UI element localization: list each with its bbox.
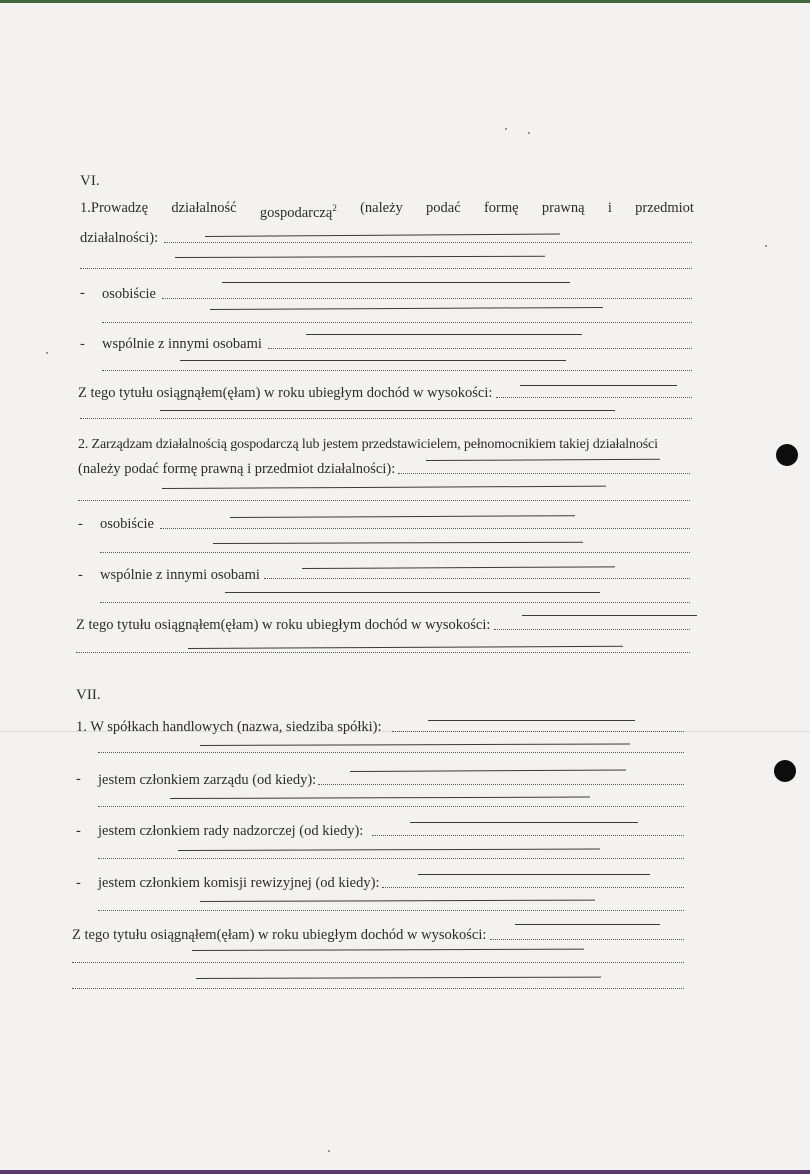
scan-edge-bottom <box>0 1170 810 1174</box>
handwritten-strike <box>225 592 600 593</box>
vi-1-jointly-field-2[interactable] <box>102 370 692 371</box>
scan-speck <box>528 132 530 134</box>
handwritten-strike <box>170 797 590 799</box>
vi-2-personally-label: osobiście <box>100 516 154 532</box>
dash: - <box>80 336 85 352</box>
vii-companies-field[interactable] <box>392 731 684 732</box>
vi-1-jointly-label: wspólnie z innymi osobami <box>102 336 262 352</box>
vi-1-activity-label: działalności): <box>80 230 159 246</box>
vi-1-intro-line <box>80 199 694 222</box>
word: (należy <box>360 200 403 216</box>
handwritten-strike <box>205 234 560 237</box>
scan-speck <box>46 352 48 354</box>
handwritten-strike <box>410 822 638 823</box>
word: gospodarczą$^2$ <box>259 203 337 221</box>
handwritten-strike <box>515 924 660 925</box>
scan-edge-top <box>0 0 810 3</box>
vi-1-jointly-field[interactable] <box>268 348 692 349</box>
punch-hole-icon <box>774 760 796 782</box>
vi-1-activity-field-2[interactable] <box>80 268 692 269</box>
vii-supervisory-field-2[interactable] <box>98 858 684 859</box>
handwritten-strike <box>200 900 595 902</box>
vi-1-personally-field-2[interactable] <box>102 322 692 323</box>
vi-1-personally-field[interactable] <box>162 298 692 299</box>
vii-income-field-3[interactable] <box>72 988 684 989</box>
dash: - <box>76 823 81 839</box>
vii-income-label: Z tego tytułu osiągnąłem(ęłam) w roku ubiegłym dochód w wysokości: <box>72 927 487 943</box>
handwritten-strike <box>175 256 545 258</box>
handwritten-strike <box>418 874 650 875</box>
word: podać <box>426 200 461 216</box>
vii-income-field-2[interactable] <box>72 962 684 963</box>
vi-2-jointly-label: wspólnie z innymi osobami <box>100 567 260 583</box>
handwritten-strike <box>192 949 584 951</box>
handwritten-strike <box>520 385 677 386</box>
handwritten-strike <box>196 977 601 979</box>
dash: - <box>76 771 81 787</box>
word: i <box>607 200 612 216</box>
vi-2-jointly-field[interactable] <box>264 578 690 579</box>
section-vi-heading: VI. <box>80 173 100 189</box>
vii-supervisory-label: jestem członkiem rady nadzorczej (od kiedy): <box>98 823 364 839</box>
vi-1-personally-label: osobiście <box>102 286 156 302</box>
word: przedmiot <box>635 200 694 216</box>
handwritten-strike <box>302 566 615 569</box>
handwritten-strike <box>222 282 570 283</box>
handwritten-strike <box>230 515 575 518</box>
vii-board-field-2[interactable] <box>98 806 684 807</box>
handwritten-strike <box>200 743 630 746</box>
word: działalność <box>171 200 237 216</box>
vii-companies-field-2[interactable] <box>98 752 684 753</box>
vi-2-intro-line: 2. Zarządzam działalnością gospodarczą lub jestem przedstawicielem, pełnomocnikiem takiej działalności <box>78 437 658 452</box>
scan-speck <box>765 245 767 247</box>
scan-speck <box>328 1150 330 1152</box>
vi-1-income-field-2[interactable] <box>80 418 692 419</box>
handwritten-strike <box>522 615 697 616</box>
vi-2-activity-label: (należy podać formę prawną i przedmiot działalności): <box>78 461 396 477</box>
vi-1-income-field[interactable] <box>496 397 692 398</box>
vi-2-income-label: Z tego tytułu osiągnąłem(ęłam) w roku ubiegłym dochód w wysokości: <box>76 617 491 633</box>
word: 1.Prowadzę <box>80 200 149 216</box>
handwritten-strike <box>210 307 603 310</box>
vii-companies-label: 1. W spółkach handlowych (nazwa, siedziba spółki): <box>76 719 382 735</box>
handwritten-strike <box>188 646 623 649</box>
vi-2-activity-field[interactable] <box>398 473 690 474</box>
handwritten-strike <box>350 770 626 772</box>
vii-income-field[interactable] <box>490 939 684 940</box>
handwritten-strike <box>178 849 600 851</box>
vii-audit-label: jestem członkiem komisji rewizyjnej (od kiedy): <box>98 875 380 891</box>
vi-2-income-field[interactable] <box>494 629 690 630</box>
handwritten-strike <box>180 360 566 361</box>
scan-speck <box>505 128 507 130</box>
vii-supervisory-field[interactable] <box>372 835 684 836</box>
dash: - <box>76 875 81 891</box>
vi-2-income-field-2[interactable] <box>76 652 690 653</box>
dash: - <box>78 516 83 532</box>
handwritten-strike <box>213 542 583 544</box>
vi-2-personally-field-2[interactable] <box>100 552 690 553</box>
handwritten-strike <box>426 459 660 461</box>
vii-board-field[interactable] <box>318 784 684 785</box>
handwritten-strike <box>162 486 606 489</box>
handwritten-strike <box>160 410 615 411</box>
word: formę <box>483 200 519 216</box>
vi-2-activity-field-2[interactable] <box>78 500 690 501</box>
section-vii-heading: VII. <box>76 687 101 703</box>
dash: - <box>78 567 83 583</box>
punch-hole-icon <box>776 444 798 466</box>
dash: - <box>80 285 85 301</box>
word: prawną <box>541 200 585 216</box>
vi-1-income-label: Z tego tytułu osiągnąłem(ęłam) w roku ubiegłym dochód w wysokości: <box>78 385 493 401</box>
vi-2-personally-field[interactable] <box>160 528 690 529</box>
vii-board-label: jestem członkiem zarządu (od kiedy): <box>98 772 317 788</box>
handwritten-strike <box>306 334 582 335</box>
vii-audit-field[interactable] <box>382 887 684 888</box>
vi-1-activity-field[interactable] <box>164 242 692 243</box>
handwritten-strike <box>428 720 635 721</box>
vi-2-jointly-field-2[interactable] <box>100 602 690 603</box>
vii-audit-field-2[interactable] <box>98 910 684 911</box>
